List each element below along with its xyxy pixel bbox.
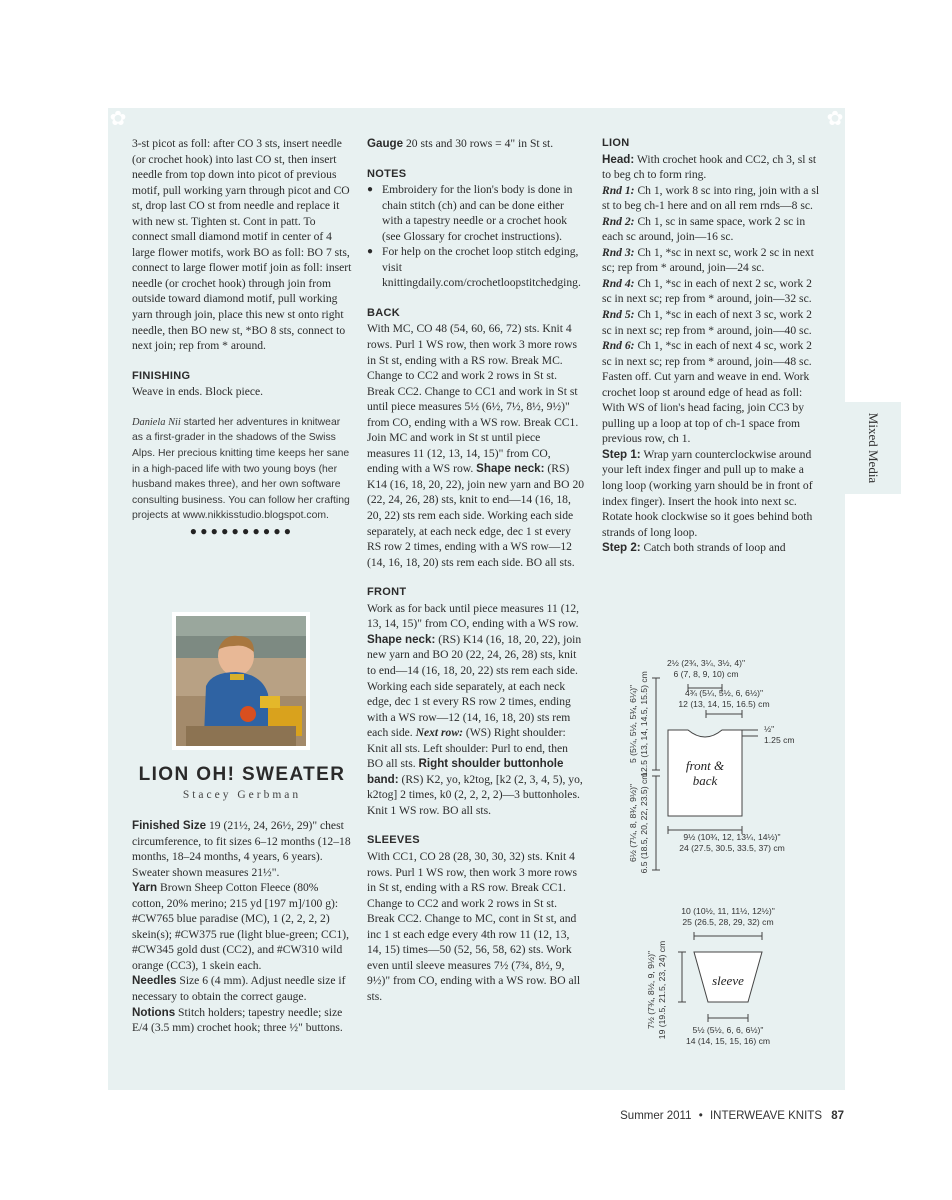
head-text: With crochet hook and CC2, ch 3, sl st to beg ch to form ring. [602, 152, 817, 182]
bio-text: started her adventures in knitwear as a first-grader in the shadows of the Swiss Alps. Her precious knitting time keeps her sane in a high-paced life with two young boys (her husband makes three), and her own software consulting business. You can follow her crafting projects at www.nikkisstudio.blogspot.com. [132, 416, 350, 522]
sleeves-instructions: With CC1, CO 28 (28, 30, 30, 32) sts. Knit 4 rows. Purl 1 WS row, then work 3 more rows in St st, ending with a RS row. Break CC1. Change to CC2 and work 2 rows in St st. Break CC2. Change to MC, cont in St st, and inc 1 st each edge every 4th row 11 (12, 13, 14, 15) times—50 (52, 56, 58, 62) sts. Work even until sleeve measures 7½ (7¾, 8½, 9, 9½)" from CO, ending with a WS row. BO all sts. [367, 849, 581, 1003]
section-tab-label: Mixed Media [866, 412, 881, 484]
section-heading-front: FRONT [367, 586, 407, 599]
round-4 [602, 276, 824, 307]
shape-neck-label: Shape neck: [367, 632, 436, 646]
step-1 [602, 447, 824, 540]
corner-ornament: ✿ [826, 106, 844, 130]
buttonhole-band-label: Right shoulder buttonhole band: [367, 757, 564, 786]
shape-neck-label: Shape neck: [476, 462, 545, 476]
footer-bullet: • [698, 1110, 703, 1122]
bullet-icon: ● [367, 184, 374, 196]
divider-dots: ●●●●●●●●●● [189, 523, 295, 538]
sweater-schematic [620, 640, 830, 1060]
bullet-icon: ● [367, 246, 374, 258]
sleeve-bottom-label: 5½ (5½, 6, 6, 6½)" [692, 1025, 764, 1035]
magazine-name: INTERWEAVE KNITS [709, 1110, 822, 1122]
needles-label: Needles [132, 974, 177, 988]
round-2 [602, 214, 824, 245]
next-row-label: Next row: [415, 726, 463, 740]
lower-length-label: 6½ (7¼, 8, 8¾, 9½)" [628, 783, 638, 863]
note-text: Embroidery for the lion's body is done in chain stitch (ch) and can be done either with a tapestry needle or a crochet hook (see Glossary for crochet instructions). [382, 183, 573, 243]
sleeve-piece-label: sleeve [712, 973, 744, 988]
body-piece-label: back [692, 773, 718, 788]
back-instructions [367, 321, 585, 570]
column-3 [602, 136, 824, 556]
back-text: With MC, CO 48 (54, 60, 66, 72) sts. Knit 4 rows. Purl 1 WS row, then work 3 more rows in St st, ending with a RS row. Break MC. Change to CC2 and work 2 rows in St st. Break CC2. Change to CC1 and work in St st until piece measures 5½ (6½, 7½, 8½, 9½)" from CO, ending with a WS row. Break CC1. Join MC and work in St st until piece measures 11 (12, 13, 14, 15)" from CO, ending with a WS row. [367, 322, 579, 476]
page-footer [620, 1110, 844, 1122]
pattern-author: Stacey Gerbman [182, 789, 302, 801]
round-text: Ch 1, *sc in each of next 4 sc, work 2 sc in next sc; rep from * around, join—48 sc. [602, 339, 812, 368]
upper-length-cm: 12.5 (13, 14, 14.5, 15.5) cm [639, 671, 649, 777]
notions-label: Notions [132, 1005, 176, 1019]
round-label: Rnd 5: [602, 308, 635, 322]
upper-length-label: 5 (5¼, 5½, 5¾, 6¼)" [628, 684, 638, 764]
designer-bio [132, 415, 352, 524]
page-number: 87 [831, 1110, 844, 1122]
step-text: Wrap yarn counterclockwise around your left index finger and pull up to make a long loop (working yarn should be in front of index finger). Insert the hook into next sc. Rotate hook clockwise so it goes behind both strands of long loop. [602, 447, 813, 539]
corner-ornament: ✿ [109, 106, 127, 130]
fasten-text: Fasten off. Cut yarn and weave in end. Work crochet loop st around edge of head as foll: With WS of lion's head facing, join CC3 by pulling up a loop at top of ch-1 space from previous row, ch 1. [602, 370, 810, 446]
back-text: (RS) K14 (16, 18, 20, 22), join new yarn and BO 20 (22, 24, 26, 28) sts, knit to end—14 (16, 18, 20, 22) sts rem each side. Working each side separately, at each neck edge, dec 1 st every RS row 2 times, ending with a WS row—12 (14, 16, 18, 20) sts rem each side. BO all sts. [367, 462, 585, 569]
front-text: (WS) Right shoulder: Knit all sts. Left shoulder: Purl to end, then BO all sts. [367, 726, 568, 771]
round-text: Ch 1, *sc in next sc, work 2 sc in next sc; rep from * around, join—24 sc. [602, 245, 814, 275]
sleeve-top-label: 10 (10½, 11, 11½, 12½)" [681, 906, 775, 916]
step-2 [602, 540, 824, 556]
sleeve-length-label: 7½ (7¾, 8½, 9, 9½)" [646, 950, 656, 1030]
yarn-label: Yarn [132, 881, 158, 895]
sweater-photo [172, 612, 310, 750]
note-item [367, 182, 585, 244]
round-label: Rnd 4: [602, 276, 635, 290]
round-1 [602, 183, 824, 214]
section-tab [845, 402, 901, 494]
sleeve-length-cm: 19 (19.5, 21.5, 23, 24) cm [657, 940, 667, 1040]
section-heading-sleeves: SLEEVES [367, 834, 420, 847]
child-photo-illustration [176, 616, 306, 746]
body-width-label: 9½ (10¾, 12, 13¼, 14½)" [683, 832, 781, 842]
gauge-label: Gauge [367, 137, 404, 150]
round-text: Ch 1, *sc in each of next 3 sc, work 2 sc in next sc; rep from * around, join—40 sc. [602, 308, 812, 337]
head-label: Head: [602, 152, 635, 166]
front-text: (RS) K2, yo, k2tog, [k2 (2, 3, 4, 5), yo, k2tog] 2 times, k0 (2, 2, 2, 2)—3 buttonholes. Knit 1 WS row. BO all sts. [367, 772, 583, 817]
finished-size-label: Finished Size [132, 819, 207, 832]
round-text: Ch 1, sc in same space, work 2 sc in each sc around, join—16 sc. [602, 214, 806, 244]
section-heading-finishing: FINISHING [132, 369, 191, 382]
neck-width-label: 2½ (2¾, 3¼, 3½, 4)" [666, 658, 746, 668]
section-heading-lion: LION [602, 137, 630, 149]
materials-block [132, 818, 352, 1036]
step-text: Catch both strands of loop and [640, 541, 786, 555]
front-instructions [367, 601, 585, 819]
band-cm: 1.25 cm [764, 735, 795, 745]
finished-size-text: 19 (21½, 24, 26½, 29)" chest circumference, to fit sizes 6–12 months (12–18 months, 18–24 months, 4 years, 6 years). Sweater shown measures 21½". [132, 819, 351, 879]
notions-text: Stitch holders; tapestry needle; size E/4 (3.5 mm) crochet hook; three ½" buttons. [132, 1005, 343, 1035]
designer-name: Daniela Nii [132, 416, 181, 428]
round-label: Rnd 3: [602, 245, 635, 259]
step-label: Step 2: [602, 541, 641, 555]
round-label: Rnd 2: [602, 214, 635, 228]
front-text: (RS) K14 (16, 18, 20, 22), join new yarn and BO 20 (22, 24, 26, 28) sts, knit to end—14 (16, 18, 20, 22) sts rem each side. Working each side separately, at each neck edge, dec 1 st every RS row 2 times, ending with a WS row—12 (14, 16, 18, 20) sts rem each side. [367, 632, 582, 740]
round-text: Ch 1, work 8 sc into ring, join with a sl st to beg ch-1 here and on all rem rnds—8 sc. [602, 183, 820, 213]
shoulder-width-label: 4¾ (5¼, 5½, 6, 6½)" [684, 688, 764, 698]
body-width-cm: 24 (27.5, 30.5, 33.5, 37) cm [679, 843, 785, 853]
finishing-text: Weave in ends. Block piece. [132, 385, 264, 399]
round-label: Rnd 1: [602, 183, 635, 197]
front-text: Work as for back until piece measures 11 (12, 13, 14, 15)" from CO, ending with a WS row. [367, 601, 580, 631]
neck-width-cm: 6 (7, 8, 9, 10) cm [673, 669, 739, 679]
notions [132, 1005, 352, 1036]
yarn [132, 880, 352, 973]
column-1 [132, 136, 352, 539]
finished-size [132, 818, 352, 880]
note-item [367, 244, 585, 291]
gauge-text: 20 sts and 30 rows = 4" in St st. [403, 137, 554, 150]
band-label: ½" [764, 724, 775, 734]
pattern-title: LION OH! SWEATER [138, 764, 346, 785]
round-text: Ch 1, *sc in each of next 2 sc, work 2 sc in next sc; rep from * around, join—32 sc. [602, 276, 812, 306]
round-label: Rnd 6: [602, 339, 635, 353]
column-2 [367, 136, 585, 1004]
section-heading-notes: NOTES [367, 167, 407, 180]
lower-length-cm: 6.5 (18.5, 20, 22, 23.5) cm [639, 772, 649, 874]
gauge [367, 136, 585, 152]
pattern-text: 3-st picot as foll: after CO 3 sts, insert needle (or crochet hook) into last CO st, then insert needle from top down into picot of previous motif, pull working yarn through picot and CO st, drop last CO st from needle and replace it with new st. Tighten st. Cont in patt. To connect small diamond motif in center of 4 large flower motifs, work BO as foll: BO 7 sts, connect to large flower motif join as foll: insert needle (or crochet hook) through join from outside toward diamond motif, pull working yarn through join, place this new st onto right needle, then BO new st, *BO 8 sts, connect to next join; rep from * around. [132, 137, 352, 353]
sleeve-top-cm: 25 (26.5, 28, 29, 32) cm [682, 917, 774, 927]
round-6 [602, 338, 824, 369]
head-instructions [602, 152, 824, 183]
round-3 [602, 245, 824, 276]
needles-text: Size 6 (4 mm). Adjust needle size if necessary to obtain the correct gauge. [132, 974, 346, 1004]
body-piece-label: front & [685, 758, 725, 773]
round-5 [602, 307, 824, 338]
sleeve-bottom-cm: 14 (14, 15, 15, 16) cm [685, 1036, 771, 1046]
needles [132, 973, 352, 1004]
step-label: Step 1: [602, 447, 641, 461]
issue-label: Summer 2011 [620, 1110, 692, 1122]
note-text: For help on the crochet loop stitch edging, visit knittingdaily.com/crochetloopstitchedging. [382, 245, 581, 290]
yarn-text: Brown Sheep Cotton Fleece (80% cotton, 20% merino; 215 yd [197 m]/100 g): #CW765 blue paradise (MC), 1 (2, 2, 2, 2) skein(s); #CW375 rue (light blue-green; CC1), #CW345 gold dust (CC2), and #CW310 wild orange (CC3), 1 skein each. [132, 881, 350, 972]
shoulder-width-cm: 12 (13, 14, 15, 16.5) cm [678, 699, 770, 709]
section-heading-back: BACK [367, 306, 400, 319]
